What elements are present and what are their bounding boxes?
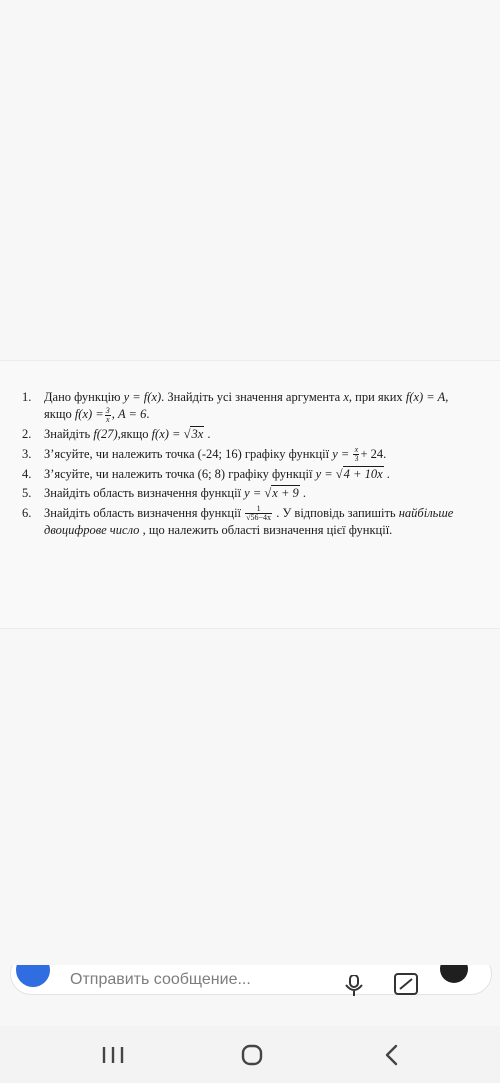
task-number: 3. [22, 446, 32, 461]
math-expr: f(27) [93, 427, 118, 442]
task-text: . [146, 407, 150, 421]
task-item-4 [22, 466, 477, 483]
fraction [245, 505, 272, 522]
mic-icon[interactable] [344, 975, 364, 997]
task-text: Знайдіть [44, 427, 94, 442]
task-number: 1. [22, 390, 32, 404]
task-text: Знайдіть область визначення функції [44, 505, 245, 520]
task-text: . [299, 486, 306, 501]
square-root: √4 + 10x [335, 466, 383, 481]
task-text: + 24. [360, 446, 387, 461]
math-expr: y = [244, 486, 262, 501]
radicand: x + 9 [272, 486, 299, 501]
math-expr: y = [315, 466, 333, 481]
task-photo [0, 360, 500, 629]
math-expr: y = [332, 446, 350, 461]
fraction-denominator: x [105, 414, 110, 424]
task-number: 5. [22, 486, 32, 501]
math-expr: y = f(x) [123, 390, 162, 404]
task-number: 2. [22, 427, 32, 442]
fraction [353, 446, 359, 463]
fraction-numerator: x [354, 445, 359, 455]
fraction-denominator: 3 [354, 454, 359, 464]
square-root: √3x [183, 427, 204, 442]
task-text: , при яких [348, 390, 406, 404]
math-expr: x [343, 390, 349, 404]
back-icon[interactable] [372, 1040, 412, 1070]
fraction-numerator: 3 [105, 405, 110, 415]
task-text: . [204, 427, 211, 442]
task-text: . Знайдіть усі значення аргумента [161, 390, 344, 404]
sticker-icon[interactable] [394, 973, 418, 995]
fraction-numerator: 1 [245, 505, 272, 514]
task-text: . [383, 466, 390, 481]
radicand: 3x [191, 427, 204, 442]
task-number: 4. [22, 466, 32, 481]
task-text: Знайдіть область визначення функції [44, 486, 245, 501]
task-text: , що належить області визначення цієї функції. [139, 523, 393, 538]
home-icon[interactable] [232, 1040, 272, 1070]
task-text: . У відповідь запишіть [273, 505, 399, 520]
math-expr: f(x) = [74, 407, 104, 421]
fraction-denominator: √56−4x [246, 513, 272, 523]
task-item-2 [22, 426, 477, 443]
fraction [105, 407, 111, 424]
task-item-1 [22, 389, 477, 424]
emphasized-text: найбільше двоцифрове число [44, 505, 454, 538]
message-input[interactable]: Отправить сообщение... [70, 971, 251, 988]
task-item-5 [22, 485, 477, 502]
math-expr: f(x) = [151, 427, 181, 442]
square-root: √x + 9 [264, 486, 299, 501]
recents-icon[interactable] [93, 1040, 133, 1070]
task-item-6 [22, 505, 477, 540]
math-expr: f(x) = A [405, 390, 446, 404]
task-item-3 [22, 446, 477, 464]
task-text: ,якщо [117, 427, 152, 442]
task-text: , [111, 407, 118, 421]
task-text: З’ясуйте, чи належить точка (6; 8) графіку функції [44, 466, 316, 481]
system-nav-bar [0, 1026, 500, 1083]
task-text: , якщо [44, 390, 449, 421]
task-number: 6. [22, 505, 32, 520]
task-text: Дано функцію [44, 390, 124, 404]
radicand: 4 + 10x [343, 466, 383, 481]
task-text: З’ясуйте, чи належить точка (-24; 16) графіку функції [44, 446, 333, 461]
math-expr: A = 6 [117, 407, 147, 421]
task-list [22, 389, 477, 542]
message-composer [0, 965, 500, 1001]
